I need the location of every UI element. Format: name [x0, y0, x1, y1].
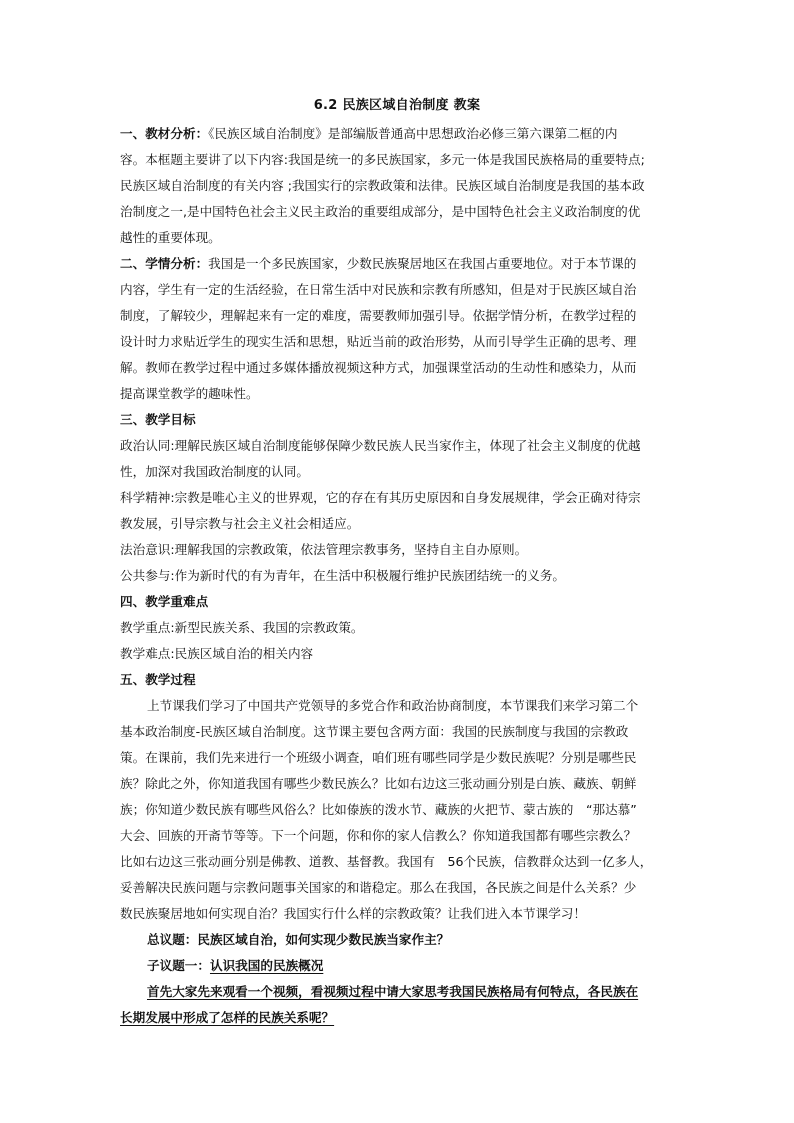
document-title: 6.2 民族区域自治制度 教案 — [313, 98, 481, 113]
section-1-text: 《民族区域自治制度》是部编版普通高中思想政治必修三第六课第二框的内 — [208, 126, 618, 141]
sub-topic-1-text: 认识我国的民族概况 — [209, 958, 324, 973]
document-body — [120, 121, 680, 1031]
key-point-line: 教学重点:新型民族关系、我国的宗教政策。 — [120, 620, 364, 635]
process-line: 族；你知道少数民族有哪些风俗么？比如傣族的泼水节、藏族的火把节、蒙古族的 “那达慕” — [120, 802, 637, 817]
process-line: 妥善解决民族问题与宗教问题事关国家的和谐稳定。那么在我国，各民族之间是什么关系？少 — [120, 880, 637, 895]
objective-line: 科学精神:宗教是唯心主义的世界观，它的存在有其历史原因和自身发展规律，学会正确对待宗 — [120, 490, 641, 505]
main-topic: 总议题：民族区域自治，如何实现少数民族当家作主？ — [147, 932, 450, 947]
section-1-line: 治制度之一,是中国特色社会主义民主政治的重要组成部分，是中国特色社会主义政治制度的优 — [120, 204, 641, 219]
difficulty-line: 教学难点:民族区域自治的相关内容 — [120, 646, 314, 661]
process-line: 比如右边这三张动画分别是佛教、道教、基督教。我国有 56个民族，信教群众达到一亿多人， — [120, 854, 653, 869]
process-line: 策。在课前，我们先来进行一个班级小调查，咱们班有哪些同学是少数民族呢？分别是哪些民 — [120, 750, 637, 765]
sub-topic-1-label: 子议题一： — [147, 958, 210, 973]
objective-line: 公共参与:作为新时代的有为青年，在生活中积极履行维护民族团结统一的义务。 — [120, 568, 566, 583]
section-2-line: 解。教师在教学过程中通过多媒体播放视频这种方式，加强课堂活动的生动性和感染力，从而 — [120, 360, 637, 375]
question-line: 长期发展中形成了怎样的民族关系呢？ — [120, 1010, 335, 1025]
section-2-line: 设计时力求贴近学生的现实生活和思想，贴近当前的政治形势，从而引导学生正确的思考、理 — [120, 334, 637, 349]
section-1-line: 民族区域自治制度的有关内容 ;我国实行的宗教政策和法律。民族区域自治制度是我国的基本政 — [120, 178, 645, 193]
process-line: 族？除此之外，你知道我国有哪些少数民族么？比如右边这三张动画分别是白族、藏族、朝鲜 — [120, 776, 637, 791]
section-1-line: 越性的重要体现。 — [120, 230, 221, 245]
process-line: 数民族聚居地如何实现自治？我国实行什么样的宗教政策？让我们进入本节课学习！ — [120, 906, 586, 921]
question-line: 首先大家先来观看一个视频，看视频过程中请大家思考我国民族格局有何特点，各民族在 — [147, 984, 639, 999]
process-line: 基本政治制度-民族区域自治制度。这节课主要包含两方面：我国的民族制度与我国的宗教政 — [120, 724, 629, 739]
objective-line: 法治意识:理解我国的宗教政策，依法管理宗教事务，坚持自主自办原则。 — [120, 542, 528, 557]
objective-line: 政治认同:理解民族区域自治制度能够保障少数民族人民当家作主，体现了社会主义制度的优越 — [120, 438, 641, 453]
process-line: 大会、回族的开斋节等等。下一个问题，你和你的家人信教么？你知道我国都有哪些宗教么？ — [120, 828, 637, 843]
section-1-line: 容。本框题主要讲了以下内容:我国是统一的多民族国家，多元一体是我国民族格局的重要特点; — [120, 152, 645, 167]
section-4-heading: 四、教学重难点 — [120, 594, 209, 609]
section-2-line: 制度，了解较少，理解起来有一定的难度，需要教师加强引导。依据学情分析，在教学过程的 — [120, 308, 637, 323]
section-2-line: 提高课堂教学的趣味性。 — [120, 386, 259, 401]
objective-line: 教发展，引导宗教与社会主义社会相适应。 — [120, 516, 360, 531]
section-3-heading: 三、教学目标 — [120, 412, 196, 427]
section-1-heading: 一、教材分析： — [120, 126, 209, 141]
section-2-line: 内容，学生有一定的生活经验，在日常生活中对民族和宗教有所感知，但是对于民族区域自治 — [120, 282, 637, 297]
sub-topic-1 — [120, 953, 680, 979]
section-2-heading: 二、学情分析： — [120, 256, 209, 271]
section-2-text: 我国是一个多民族国家，少数民族聚居地区在我国占重要地位。对于本节课的 — [208, 256, 637, 271]
section-2-line — [120, 251, 680, 277]
process-line: 上节课我们学习了中国共产党领导的多党合作和政治协商制度，本节课我们来学习第二个 — [147, 698, 639, 713]
section-1-line — [120, 121, 680, 147]
section-5-heading: 五、教学过程 — [120, 672, 196, 687]
objective-line: 性，加深对我国政治制度的认同。 — [120, 464, 309, 479]
